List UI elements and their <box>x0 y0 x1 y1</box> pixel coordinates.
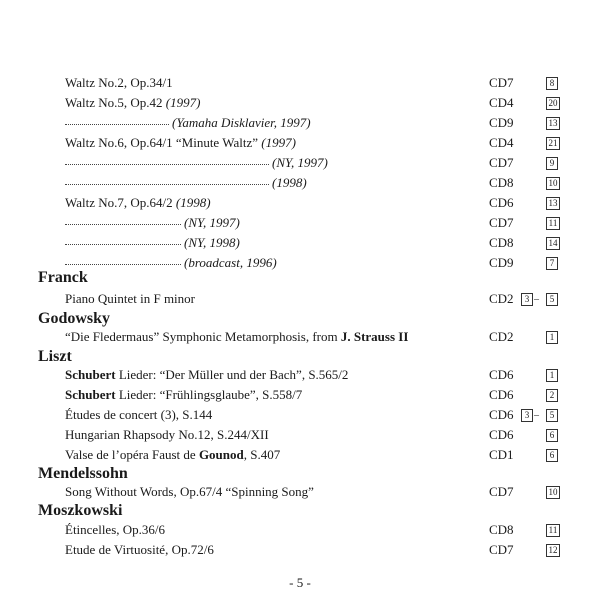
cd-number: CD7 <box>489 484 514 499</box>
track-number-box: 11 <box>546 217 560 230</box>
work-row <box>0 425 600 445</box>
cd-number: CD6 <box>489 407 514 422</box>
cd-number: CD6 <box>489 195 514 210</box>
track-number-box: 11 <box>546 524 560 537</box>
dotted-leader <box>65 224 181 225</box>
dotted-leader <box>65 244 181 245</box>
track-number-box: 14 <box>546 237 560 250</box>
cd-number: CD8 <box>489 175 514 190</box>
composer-heading: Liszt <box>38 348 72 365</box>
work-title <box>65 425 269 445</box>
work-row <box>0 445 600 465</box>
recording-note: (Yamaha Disklavier, 1997) <box>172 115 311 130</box>
cd-number: CD7 <box>489 155 514 170</box>
recording-note: (broadcast, 1996) <box>184 255 277 270</box>
track-number-box: 3 <box>521 409 533 422</box>
work-row <box>0 193 600 213</box>
cd-number: CD2 <box>489 291 514 306</box>
recording-variant-row <box>0 113 600 133</box>
track-number-box: 1 <box>546 369 558 382</box>
work-row <box>0 540 600 560</box>
work-title-text: Lieder: “Der Müller und der Bach”, S.565/2 <box>115 367 349 382</box>
track-number-box: 13 <box>546 197 560 210</box>
work-title-text: Waltz No.2, Op.34/1 <box>65 75 173 90</box>
track-number-box: 3 <box>521 293 533 306</box>
work-title-text: Étincelles, Op.36/6 <box>65 522 166 537</box>
cd-number: CD1 <box>489 447 514 462</box>
cd-number: CD8 <box>489 235 514 250</box>
composer-heading: Franck <box>38 269 88 286</box>
work-row <box>0 385 600 405</box>
recording-variant-row <box>0 213 600 233</box>
cd-number: CD7 <box>489 542 514 557</box>
composer-credit: J. Strauss II <box>340 329 409 344</box>
work-title-text: Hungarian Rhapsody No.12, S.244/XII <box>65 427 269 442</box>
cd-number: CD7 <box>489 215 514 230</box>
composer-heading: Moszkowski <box>38 502 123 519</box>
work-title <box>65 445 280 465</box>
composer-credit: Gounod <box>198 447 244 462</box>
recording-variant-row <box>0 153 600 173</box>
work-title-text: “Die Fledermaus” Symphonic Metamorphosis, from <box>65 329 341 344</box>
cd-number: CD6 <box>489 367 514 382</box>
work-row <box>0 73 600 93</box>
recording-note: (1998) <box>272 175 307 190</box>
recording-variant-row <box>0 253 600 273</box>
recording-note: (NY, 1997) <box>184 215 240 230</box>
cd-number: CD6 <box>489 427 514 442</box>
work-row <box>0 482 600 502</box>
track-number-box: 10 <box>546 177 560 190</box>
composer-credit: Schubert <box>65 387 116 402</box>
work-title <box>65 73 173 93</box>
work-title <box>65 405 212 425</box>
work-row <box>0 133 600 153</box>
cd-number: CD6 <box>489 387 514 402</box>
recording-note: (NY, 1998) <box>184 235 240 250</box>
track-range-dash: – <box>534 294 539 305</box>
work-title-text: Lieder: “Frühlingsglaube”, S.558/7 <box>115 387 303 402</box>
work-title <box>65 540 214 560</box>
track-number-box: 6 <box>546 429 558 442</box>
track-number-box: 20 <box>546 97 560 110</box>
track-number-box: 5 <box>546 293 558 306</box>
cd-number: CD9 <box>489 255 514 270</box>
work-title-text: , S.407 <box>243 447 281 462</box>
work-row <box>0 327 600 347</box>
work-title-text: Études de concert (3), S.144 <box>65 407 213 422</box>
recording-variant-row <box>0 233 600 253</box>
track-range-dash: – <box>534 410 539 421</box>
dotted-leader <box>65 124 169 125</box>
work-row <box>0 520 600 540</box>
work-row <box>0 289 600 309</box>
cd-number: CD7 <box>489 75 514 90</box>
work-row <box>0 93 600 113</box>
track-number-box: 10 <box>546 486 560 499</box>
track-number-box: 9 <box>546 157 558 170</box>
page-number: - 5 - <box>289 575 311 590</box>
work-title <box>65 385 302 405</box>
work-title-text: Valse de l’opéra Faust de <box>65 447 199 462</box>
recording-year: (1998) <box>175 195 211 210</box>
work-title <box>65 482 314 502</box>
work-title <box>65 133 296 153</box>
work-title <box>65 365 348 385</box>
work-title <box>65 520 165 540</box>
cd-number: CD4 <box>489 135 514 150</box>
work-title <box>65 93 200 113</box>
recording-year: (1997) <box>261 135 296 150</box>
dotted-leader <box>65 264 181 265</box>
work-title <box>65 193 211 213</box>
recording-year: (1997) <box>165 95 201 110</box>
track-number-box: 5 <box>546 409 558 422</box>
cd-number: CD4 <box>489 95 514 110</box>
cd-number: CD8 <box>489 522 514 537</box>
work-row <box>0 405 600 425</box>
track-number-box: 1 <box>546 331 558 344</box>
composer-heading: Mendelssohn <box>38 465 128 482</box>
recording-variant-row <box>0 173 600 193</box>
recording-note: (NY, 1997) <box>272 155 328 170</box>
work-title <box>65 327 408 347</box>
work-title-text: Etude de Virtuosité, Op.72/6 <box>65 542 214 557</box>
track-number-box: 2 <box>546 389 558 402</box>
track-number-box: 21 <box>546 137 560 150</box>
track-number-box: 13 <box>546 117 560 130</box>
cd-number: CD9 <box>489 115 514 130</box>
cd-number: CD2 <box>489 329 514 344</box>
work-title-text: Piano Quintet in F minor <box>65 291 195 306</box>
work-row <box>0 365 600 385</box>
work-title-text: Waltz No.5, Op.42 <box>65 95 163 110</box>
work-title-text: Waltz No.6, Op.64/1 “Minute Waltz” <box>65 135 258 150</box>
composer-heading: Godowsky <box>38 310 111 327</box>
work-title-text: Waltz No.7, Op.64/2 <box>65 195 173 210</box>
dotted-leader <box>65 184 269 185</box>
track-number-box: 12 <box>546 544 560 557</box>
track-number-box: 8 <box>546 77 558 90</box>
work-title <box>65 289 195 309</box>
work-title-text: Song Without Words, Op.67/4 “Spinning Song” <box>65 484 314 499</box>
track-number-box: 7 <box>546 257 558 270</box>
dotted-leader <box>65 164 269 165</box>
composer-credit: Schubert <box>65 367 116 382</box>
track-number-box: 6 <box>546 449 558 462</box>
